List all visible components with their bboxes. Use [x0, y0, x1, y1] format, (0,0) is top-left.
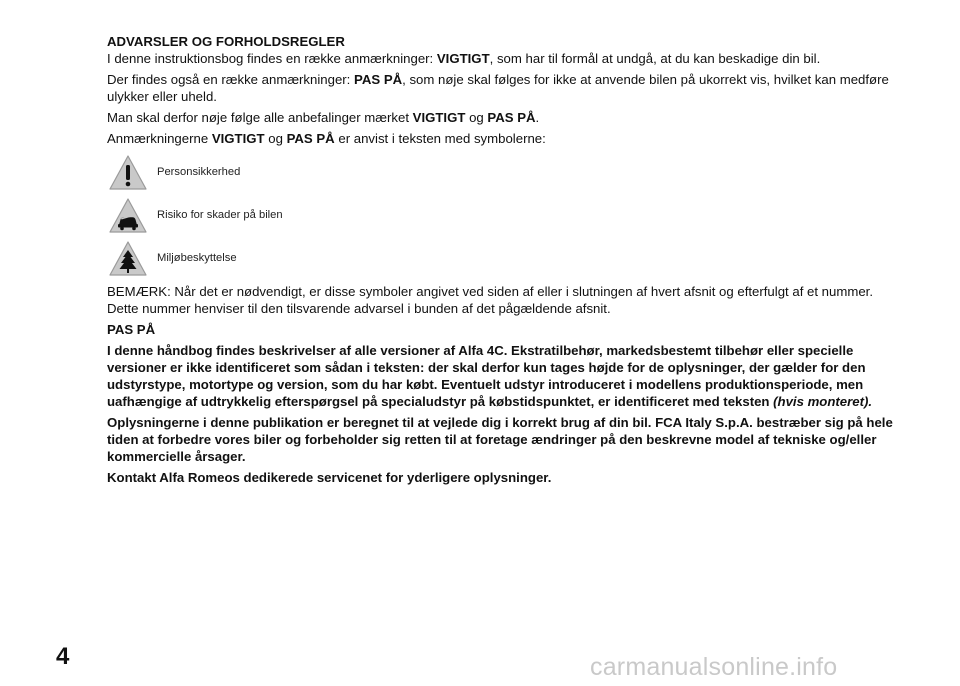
pas-paa-block-1 [107, 342, 907, 410]
intro-paragraph-3 [107, 109, 907, 126]
intro-paragraph-1 [107, 50, 907, 67]
symbol-label: Miljøbeskyttelse [157, 252, 237, 264]
keyword-pas-paa: PAS PÅ [487, 110, 536, 125]
text: og [264, 131, 287, 146]
text: Anmærkningerne [107, 131, 212, 146]
keyword-vigtigt: VIGTIGT [436, 51, 490, 66]
page-number: 4 [56, 643, 70, 670]
symbol-row-vehicle-damage [107, 194, 907, 237]
text: Der findes også en række anmærkninger: [107, 72, 355, 87]
text: er anvist i teksten med symbolerne: [334, 131, 546, 146]
pas-paa-block-2: Oplysningerne i denne publikation er beregnet til at vejlede dig i korrekt brug af din bil. FCA Italy S.p.A. bestræber sig på hele tiden at forbedre vores biler og forbeholder sig retten til at foretage ændringer på den beskrevne model af tekniske og/eller kommercielle årsager. [107, 415, 893, 464]
note-paragraph: BEMÆRK: Når det er nødvendigt, er disse symboler angivet ved siden af eller i slutningen af hvert afsnit og efterfulgt af et nummer. Dette nummer henviser til den tilsvarende advarsel i bunden af det pågældende afsnit. [107, 284, 873, 316]
text: og [465, 110, 488, 125]
intro-paragraph-4 [107, 130, 907, 147]
text: Man skal derfor nøje følge alle anbefalinger mærket [107, 110, 413, 125]
text: I denne håndbog findes beskrivelser af alle versioner af Alfa 4C. Ekstratilbehør, markedsbestemt tilbehør eller specielle versioner er ikke identificeret som sådan i teksten: der skal derfor kun tages højde for de oplysninger, der gælder for den udstyrstype, motortype og version, som du har købt. Eventuelt udstyr introduceret i modellens produktionsperiode, men uafhængige af udtrykkelig efterspørgsel på specialudstyr på købstidspunktet, er identificeret med teksten [107, 343, 866, 409]
pas-paa-heading: PAS PÅ [107, 322, 156, 337]
text: , som nøje skal følges for ikke at anvende bilen på ukorrekt vis, hvilket kan medføre ulykker eller uheld. [107, 72, 889, 104]
text: . [535, 110, 540, 125]
intro-paragraph-2 [107, 71, 907, 105]
if-fitted-note: (hvis monteret). [773, 394, 873, 409]
keyword-pas-paa: PAS PÅ [286, 131, 335, 146]
text: I denne instruktionsbog findes en række anmærkninger: [107, 51, 437, 66]
watermark: carmanualsonline.info [590, 653, 838, 681]
environment-protection-icon [107, 238, 153, 280]
manual-page-content [107, 33, 907, 490]
symbol-legend [107, 151, 907, 280]
symbol-row-environment [107, 237, 907, 280]
section-heading: ADVARSLER OG FORHOLDSREGLER [107, 34, 345, 49]
keyword-vigtigt: VIGTIGT [211, 131, 265, 146]
personal-safety-warning-icon [107, 152, 153, 194]
symbol-row-personal-safety [107, 151, 907, 194]
symbol-label: Risiko for skader på bilen [157, 209, 283, 221]
vehicle-damage-warning-icon [107, 195, 153, 237]
pas-paa-block-3: Kontakt Alfa Romeos dedikerede servicenet for yderligere oplysninger. [107, 470, 552, 485]
text: , som har til formål at undgå, at du kan beskadige din bil. [489, 51, 821, 66]
symbol-label: Personsikkerhed [157, 166, 241, 178]
keyword-vigtigt: VIGTIGT [412, 110, 466, 125]
keyword-pas-paa: PAS PÅ [354, 72, 403, 87]
